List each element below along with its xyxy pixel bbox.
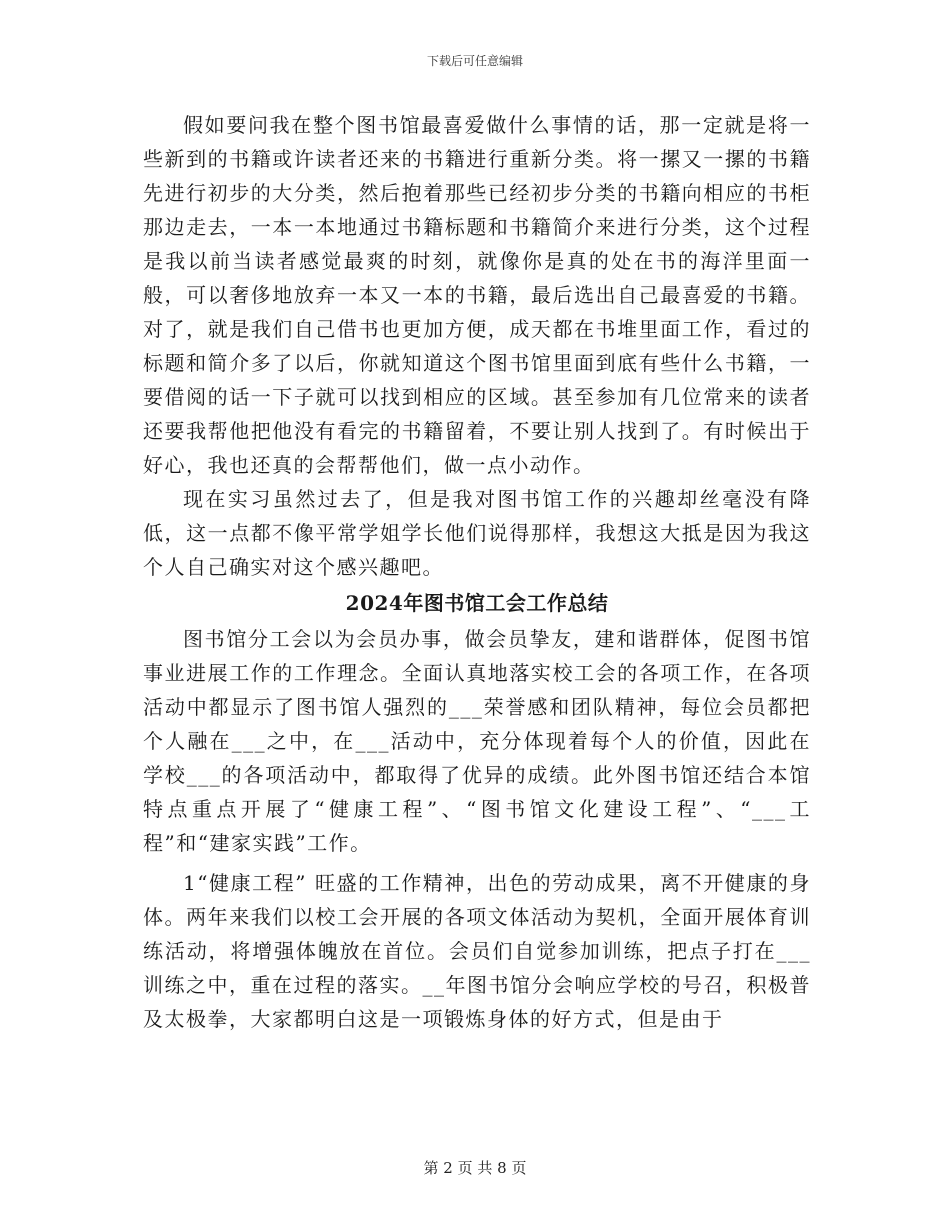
page-number: 第 2 页 共 8 页 — [423, 1159, 527, 1177]
body-paragraph: 现在实习虽然过去了，但是我对图书馆工作的兴趣却丝毫没有降低，这一点都不像平常学姐学长他们说得那样，我想这大抵是因为我这个人自己确实对这个感兴趣吧。 — [143, 487, 811, 579]
body-paragraph: 1“健康工程” 旺盛的工作精神，出色的劳动成果，离不开健康的身体。两年来我们以校工会开展的各项文体活动为契机，全面开展体育训练活动，将增强体魄放在首位。会员们自觉参加训练，把点子打在___训练之中，重在过程的落实。__年图书馆分会响应学校的号召，积极普及太极拳，大家都明白这是一项锻炼身体的好方式，但是由于 — [143, 871, 811, 1031]
body-paragraph: 图书馆分工会以为会员办事，做会员挚友，建和谐群体，促图书馆事业进展工作的工作理念。全面认真地落实校工会的各项工作，在各项活动中都显示了图书馆人强烈的___荣誉感和团队精神，每位会员都把个人融在___之中，在___活动中，充分体现着每个人的价值，因此在学校___的各项活动中，都取得了优异的成绩。此外图书馆还结合本馆特点重点开展了“健康工程”、“图书馆文化建设工程”、“___工程”和“建家实践”工作。 — [143, 627, 811, 855]
page-header-note: 下载后可任意编辑 — [426, 54, 523, 68]
section-title: 2024年图书馆工会工作总结 — [345, 591, 609, 615]
body-paragraph: 假如要问我在整个图书馆最喜爱做什么事情的话，那一定就是将一些新到的书籍或许读者还来的书籍进行重新分类。将一摞又一摞的书籍先进行初步的大分类，然后抱着那些已经初步分类的书籍向相应的书柜那边走去，一本一本地通过书籍标题和书籍简介来进行分类，这个过程是我以前当读者感觉最爽的时刻，就像你是真的处在书的海洋里面一般，可以奢侈地放弃一本又一本的书籍，最后选出自己最喜爱的书籍。对了，就是我们自己借书也更加方便，成天都在书堆里面工作，看过的标题和简介多了以后，你就知道这个图书馆里面到底有些什么书籍，一要借阅的话一下子就可以找到相应的区域。甚至参加有几位常来的读者还要我帮他把他没有看完的书籍留着，不要让别人找到了。有时候出于好心，我也还真的会帮帮他们，做一点小动作。 — [143, 113, 811, 477]
document-body — [143, 108, 811, 1036]
